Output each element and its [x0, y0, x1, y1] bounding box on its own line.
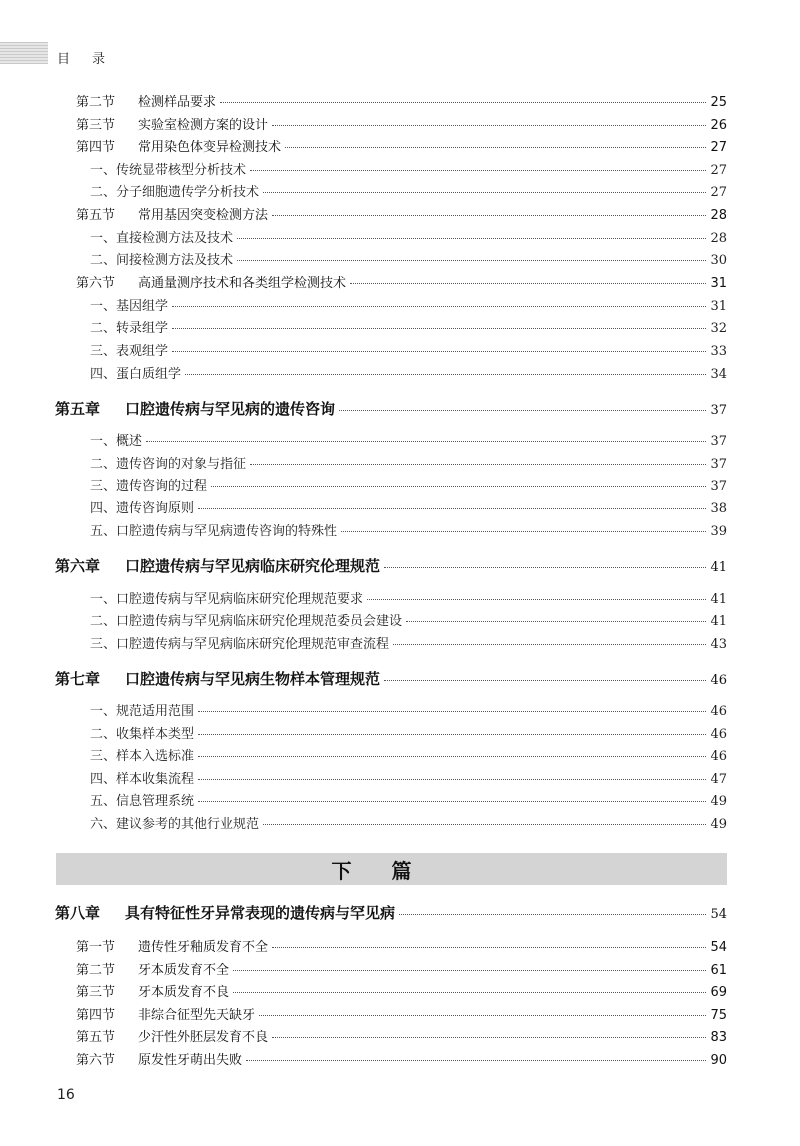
toc-subsection-entry[interactable] — [90, 745, 727, 764]
entry-page-number: 32 — [710, 321, 727, 336]
entry-label — [76, 1026, 268, 1045]
entry-number: 第五章 — [55, 400, 101, 418]
dot-leader — [384, 679, 706, 681]
entry-title: 口腔遗传病与罕见病的遗传咨询 — [125, 400, 336, 418]
entry-page-number: 75 — [710, 1008, 727, 1023]
toc-section-entry[interactable] — [76, 91, 727, 110]
dot-leader — [263, 191, 706, 193]
entry-title: 遗传性牙釉质发育不全 — [138, 940, 269, 955]
entry-title: 牙本质发育不全 — [138, 963, 230, 978]
dot-leader — [237, 259, 706, 261]
entry-title: 二、口腔遗传病与罕见病临床研究伦理规范委员会建设 — [90, 614, 403, 629]
dot-leader — [272, 1036, 706, 1038]
entry-title: 常用基因突变检测方法 — [138, 208, 269, 223]
entry-page-number: 37 — [710, 479, 727, 494]
dot-leader — [399, 913, 706, 915]
entry-page-number: 49 — [710, 794, 727, 809]
toc-section-entry[interactable] — [76, 936, 727, 955]
entry-number: 第八章 — [55, 904, 101, 922]
entry-page-number: 90 — [710, 1053, 727, 1068]
entry-title: 具有特征性牙异常表现的遗传病与罕见病 — [125, 904, 396, 922]
entry-page-number: 41 — [710, 614, 727, 629]
entry-label — [90, 745, 194, 764]
toc-section-entry[interactable] — [76, 1049, 727, 1068]
entry-page-number: 83 — [710, 1030, 727, 1045]
entry-number: 第二节 — [76, 95, 116, 110]
toc-subsection-entry[interactable] — [90, 453, 727, 472]
dot-leader — [198, 507, 706, 509]
toc-subsection-entry[interactable] — [90, 588, 727, 607]
dot-leader — [211, 485, 706, 487]
entry-number: 第六节 — [76, 1053, 116, 1068]
dot-leader — [146, 440, 706, 442]
entry-label — [90, 497, 194, 516]
entry-page-number: 43 — [710, 637, 727, 652]
dot-leader — [198, 755, 706, 757]
toc-subsection-entry[interactable] — [90, 497, 727, 516]
entry-number: 第五节 — [76, 208, 116, 223]
dot-leader — [350, 282, 706, 284]
toc-subsection-entry[interactable] — [90, 790, 727, 809]
entry-label — [90, 520, 337, 539]
entry-title: 三、口腔遗传病与罕见病临床研究伦理规范审查流程 — [90, 637, 390, 652]
entry-title: 口腔遗传病与罕见病生物样本管理规范 — [125, 670, 381, 688]
toc-subsection-entry[interactable] — [90, 430, 727, 449]
entry-label — [76, 204, 268, 223]
toc-subsection-entry[interactable] — [90, 768, 727, 787]
entry-label — [90, 430, 142, 449]
toc-subsection-entry[interactable] — [90, 181, 727, 200]
entry-page-number: 41 — [710, 592, 727, 607]
entry-page-number: 34 — [710, 367, 727, 382]
entry-label — [90, 340, 168, 359]
entry-title: 一、传统显带核型分析技术 — [90, 163, 247, 178]
toc-subsection-entry[interactable] — [90, 633, 727, 652]
entry-label — [76, 959, 229, 978]
entry-title: 三、表观组学 — [90, 344, 169, 359]
entry-label — [76, 91, 216, 110]
entry-page-number: 27 — [710, 163, 727, 178]
entry-title: 四、蛋白质组学 — [90, 367, 182, 382]
dot-leader — [393, 643, 706, 645]
entry-title: 二、遗传咨询的对象与指征 — [90, 457, 247, 472]
dot-leader — [272, 124, 706, 126]
toc-subsection-entry[interactable] — [90, 340, 727, 359]
entry-label — [90, 475, 207, 494]
toc-subsection-entry[interactable] — [90, 295, 727, 314]
entry-number: 第四节 — [76, 140, 116, 155]
toc-subsection-entry[interactable] — [90, 700, 727, 719]
dot-leader — [250, 463, 706, 465]
running-header: 目录 — [57, 52, 128, 67]
entry-label — [55, 555, 380, 576]
dot-leader — [237, 237, 706, 239]
toc-chapter-entry[interactable] — [55, 902, 727, 923]
dot-leader — [185, 373, 706, 375]
entry-page-number: 28 — [710, 208, 727, 223]
dot-leader — [233, 969, 706, 971]
entry-label — [76, 981, 229, 1000]
entry-number: 第三节 — [76, 985, 116, 1000]
toc-subsection-entry[interactable] — [90, 363, 727, 382]
toc-section-entry[interactable] — [76, 272, 727, 291]
entry-title: 一、规范适用范围 — [90, 704, 195, 719]
entry-number: 第六节 — [76, 276, 116, 291]
entry-title: 三、遗传咨询的过程 — [90, 479, 208, 494]
entry-title: 二、转录组学 — [90, 321, 169, 336]
entry-page-number: 31 — [710, 299, 727, 314]
part-heading-banner: 下篇 — [56, 853, 727, 885]
toc-section-entry[interactable] — [76, 1026, 727, 1045]
dot-leader — [272, 214, 706, 216]
toc-subsection-entry[interactable] — [90, 317, 727, 336]
entry-title: 一、概述 — [90, 434, 143, 449]
dot-leader — [384, 566, 706, 568]
entry-label — [90, 227, 233, 246]
entry-label — [90, 610, 402, 629]
toc-subsection-entry[interactable] — [90, 520, 727, 539]
entry-label — [90, 723, 194, 742]
dot-leader — [406, 620, 706, 622]
dot-leader — [246, 1059, 706, 1061]
entry-page-number: 54 — [710, 907, 727, 922]
entry-page-number: 39 — [710, 524, 727, 539]
entry-page-number: 31 — [710, 276, 727, 291]
entry-title: 少汗性外胚层发育不良 — [138, 1030, 269, 1045]
toc-subsection-entry[interactable] — [90, 159, 727, 178]
entry-label — [55, 398, 335, 419]
dot-leader — [272, 946, 706, 948]
entry-label — [90, 159, 246, 178]
dot-leader — [250, 169, 706, 171]
entry-label — [76, 1004, 255, 1023]
entry-title: 三、样本入选标准 — [90, 749, 195, 764]
entry-title: 一、口腔遗传病与罕见病临床研究伦理规范要求 — [90, 592, 364, 607]
entry-page-number: 30 — [710, 253, 727, 268]
entry-title: 高通量测序技术和各类组学检测技术 — [138, 276, 347, 291]
entry-number: 第二节 — [76, 963, 116, 978]
toc-section-entry[interactable] — [76, 981, 727, 1000]
entry-label — [90, 453, 246, 472]
entry-title: 二、分子细胞遗传学分析技术 — [90, 185, 260, 200]
entry-page-number: 46 — [710, 727, 727, 742]
dot-leader — [198, 710, 706, 712]
toc-section-entry[interactable] — [76, 114, 727, 133]
entry-title: 检测样品要求 — [138, 95, 217, 110]
entry-number: 第五节 — [76, 1030, 116, 1045]
toc-subsection-entry[interactable] — [90, 813, 727, 832]
page-number: 16 — [57, 1087, 75, 1103]
dot-leader — [341, 530, 706, 532]
toc-subsection-entry[interactable] — [90, 610, 727, 629]
toc-chapter-entry[interactable] — [55, 555, 727, 576]
entry-title: 一、基因组学 — [90, 299, 169, 314]
entry-label — [76, 936, 268, 955]
entry-page-number: 61 — [710, 963, 727, 978]
entry-label — [76, 272, 346, 291]
entry-title: 二、收集样本类型 — [90, 727, 195, 742]
toc-section-entry[interactable] — [76, 136, 727, 155]
entry-label — [90, 768, 194, 787]
entry-title: 五、信息管理系统 — [90, 794, 195, 809]
entry-label — [90, 181, 259, 200]
entry-page-number: 27 — [710, 140, 727, 155]
entry-page-number: 49 — [710, 817, 727, 832]
entry-label — [90, 700, 194, 719]
entry-number: 第一节 — [76, 940, 116, 955]
entry-label — [90, 317, 168, 336]
entry-title: 口腔遗传病与罕见病临床研究伦理规范 — [125, 557, 381, 575]
header-decoration — [0, 42, 48, 64]
entry-page-number: 54 — [710, 940, 727, 955]
entry-label — [90, 295, 168, 314]
entry-number: 第七章 — [55, 670, 101, 688]
entry-title: 六、建议参考的其他行业规范 — [90, 817, 260, 832]
dot-leader — [172, 305, 706, 307]
toc-subsection-entry[interactable] — [90, 475, 727, 494]
dot-leader — [198, 733, 706, 735]
entry-page-number: 46 — [710, 673, 727, 688]
entry-page-number: 26 — [710, 118, 727, 133]
entry-title: 四、遗传咨询原则 — [90, 501, 195, 516]
entry-page-number: 37 — [710, 403, 727, 418]
entry-page-number: 46 — [710, 704, 727, 719]
entry-number: 第四节 — [76, 1008, 116, 1023]
entry-label — [90, 588, 363, 607]
dot-leader — [172, 350, 706, 352]
entry-page-number: 38 — [710, 501, 727, 516]
entry-label — [76, 1049, 242, 1068]
entry-title: 非综合征型先天缺牙 — [138, 1008, 256, 1023]
toc-subsection-entry[interactable] — [90, 249, 727, 268]
entry-page-number: 37 — [710, 457, 727, 472]
entry-label — [90, 633, 389, 652]
toc-chapter-entry[interactable] — [55, 398, 727, 419]
entry-label — [76, 136, 281, 155]
dot-leader — [233, 991, 706, 993]
toc-chapter-entry[interactable] — [55, 668, 727, 689]
entry-label — [55, 668, 380, 689]
entry-title: 原发性牙萌出失败 — [138, 1053, 243, 1068]
entry-label — [90, 249, 233, 268]
entry-label — [90, 790, 194, 809]
entry-page-number: 37 — [710, 434, 727, 449]
entry-title: 牙本质发育不良 — [138, 985, 230, 1000]
entry-number: 第六章 — [55, 557, 101, 575]
dot-leader — [198, 800, 706, 802]
entry-page-number: 41 — [710, 560, 727, 575]
entry-label — [76, 114, 268, 133]
dot-leader — [172, 327, 706, 329]
dot-leader — [285, 146, 706, 148]
entry-page-number: 47 — [710, 772, 727, 787]
entry-page-number: 27 — [710, 185, 727, 200]
entry-page-number: 69 — [710, 985, 727, 1000]
dot-leader — [220, 101, 706, 103]
entry-page-number: 33 — [710, 344, 727, 359]
entry-page-number: 28 — [710, 231, 727, 246]
entry-title: 常用染色体变异检测技术 — [138, 140, 282, 155]
entry-label — [90, 813, 259, 832]
dot-leader — [367, 598, 706, 600]
dot-leader — [339, 409, 706, 411]
toc-subsection-entry[interactable] — [90, 227, 727, 246]
dot-leader — [198, 778, 706, 780]
entry-label — [55, 902, 395, 923]
toc-section-entry[interactable] — [76, 1004, 727, 1023]
dot-leader — [259, 1014, 706, 1016]
toc-section-entry[interactable] — [76, 959, 727, 978]
entry-title: 一、直接检测方法及技术 — [90, 231, 234, 246]
entry-title: 四、样本收集流程 — [90, 772, 195, 787]
toc-section-entry[interactable] — [76, 204, 727, 223]
entry-title: 五、口腔遗传病与罕见病遗传咨询的特殊性 — [90, 524, 338, 539]
entry-page-number: 46 — [710, 749, 727, 764]
entry-label — [90, 363, 181, 382]
entry-title: 二、间接检测方法及技术 — [90, 253, 234, 268]
dot-leader — [263, 823, 706, 825]
entry-page-number: 25 — [710, 95, 727, 110]
toc-subsection-entry[interactable] — [90, 723, 727, 742]
entry-title: 实验室检测方案的设计 — [138, 118, 269, 133]
entry-number: 第三节 — [76, 118, 116, 133]
